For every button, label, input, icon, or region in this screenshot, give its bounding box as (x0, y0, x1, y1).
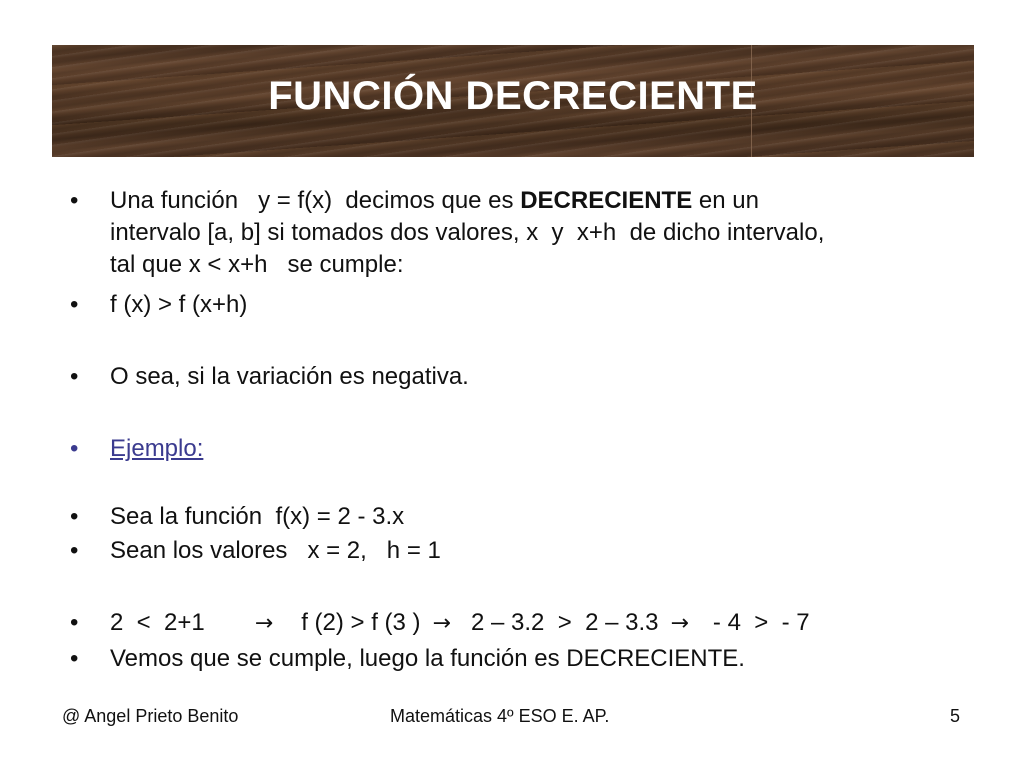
example-link[interactable]: Ejemplo: (110, 435, 204, 462)
definition-line-2: intervalo [a, b] si tomados dos valores, x y x+h de dicho intervalo, (110, 219, 825, 246)
title-banner (52, 45, 974, 157)
bullet-dot: • (70, 609, 79, 636)
negative-variation-text: O sea, si la variación es negativa. (110, 363, 469, 390)
conclusion-text: Vemos que se cumple, luego la función es DECRECIENTE. (110, 645, 745, 672)
bullet-dot: • (70, 503, 79, 530)
definition-text-end: en un (692, 187, 759, 214)
definition-keyword: DECRECIENTE (520, 187, 693, 214)
slide-title: FUNCIÓN DECRECIENTE (268, 74, 758, 118)
bullet-dot: • (70, 291, 79, 318)
check-step-3: 2 – 3.2 > 2 – 3.3 (470, 609, 659, 636)
bullet-dot: • (70, 187, 79, 214)
definition-text-start: Una función y = f(x) decimos que es (110, 187, 521, 214)
function-text: Sea la función f(x) = 2 - 3.x (110, 503, 405, 530)
footer-course: Matemáticas 4º ESO E. AP. (390, 706, 610, 726)
footer-page-number: 5 (950, 706, 961, 726)
bullet-dot: • (70, 435, 79, 462)
bullet-dot: • (70, 537, 79, 564)
condition-text: f (x) > f (x+h) (110, 291, 248, 318)
bullet-dot: • (70, 645, 79, 672)
arrow-icon: → (254, 611, 274, 636)
check-step-2: f (2) > f (3 ) (301, 609, 421, 636)
values-text: Sean los valores x = 2, h = 1 (110, 537, 441, 564)
check-step-4: - 4 > - 7 (712, 609, 810, 636)
bullet-dot: • (70, 363, 79, 390)
arrow-icon: → (432, 611, 451, 636)
footer-author: @ Angel Prieto Benito (62, 706, 239, 726)
arrow-icon: → (670, 611, 689, 636)
check-step-1: 2 < 2+1 (110, 609, 205, 636)
definition-line-3: tal que x < x+h se cumple: (110, 251, 404, 278)
